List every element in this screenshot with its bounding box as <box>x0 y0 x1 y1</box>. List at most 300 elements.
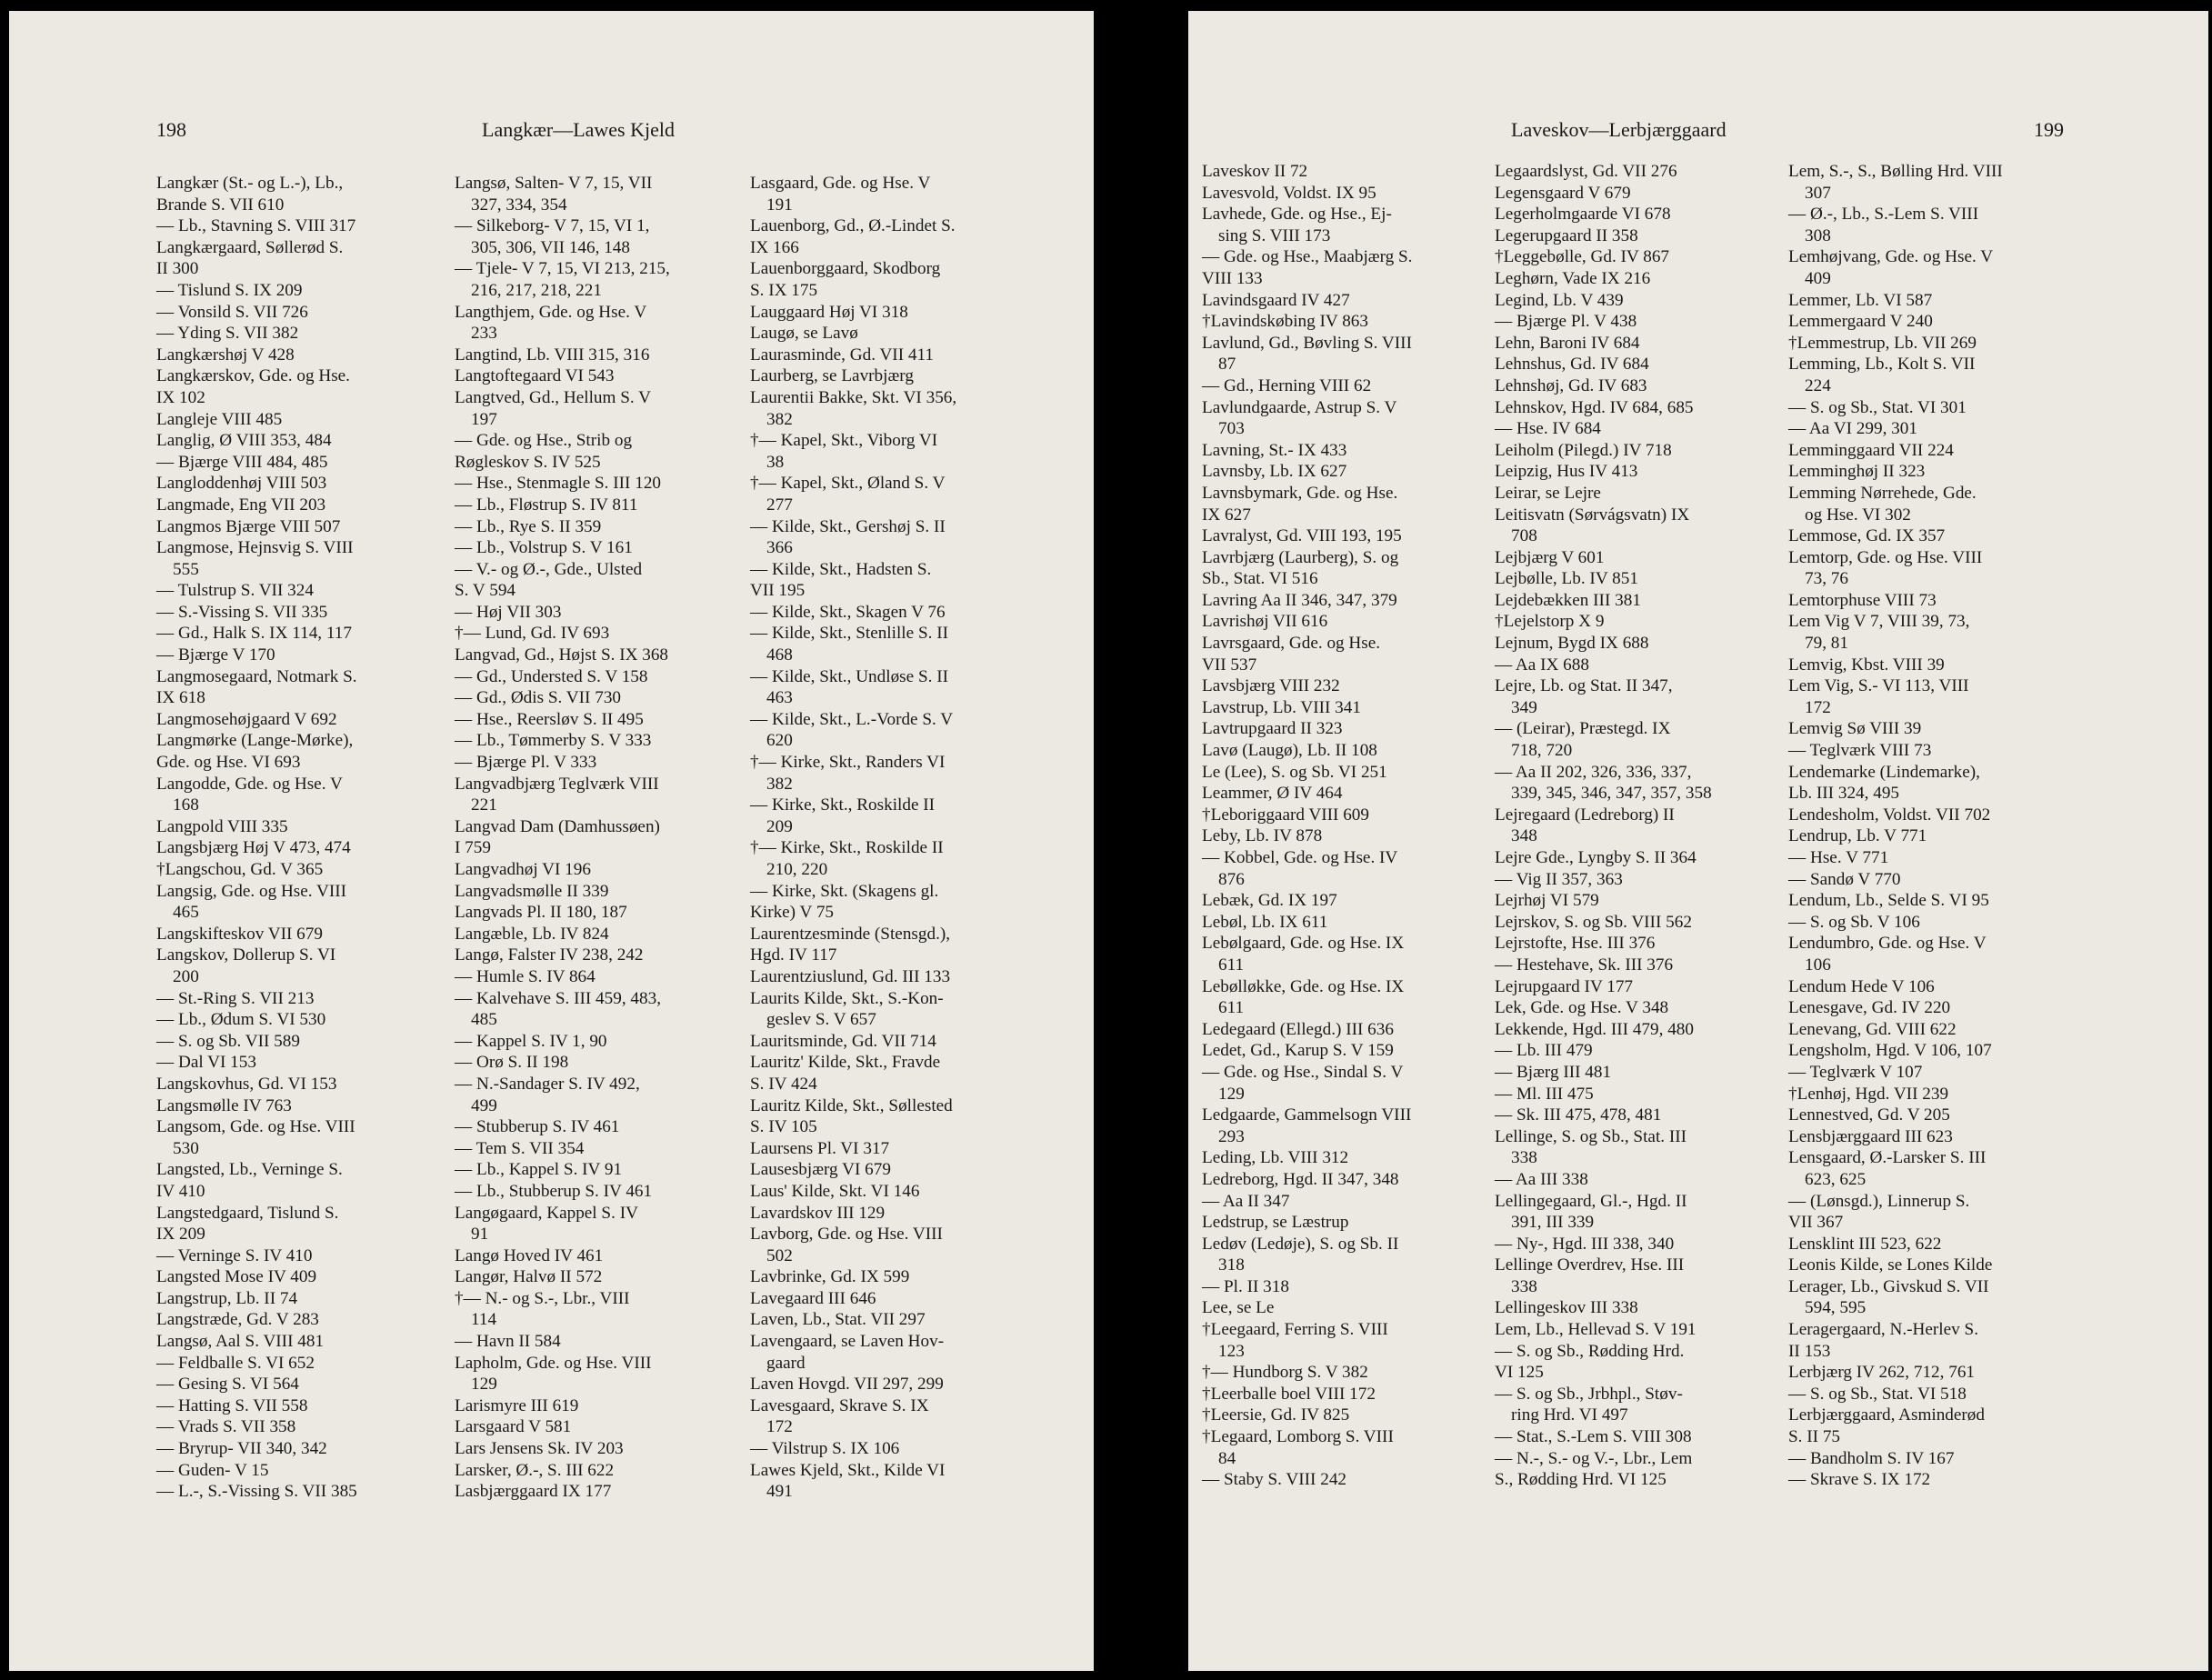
index-entry: Lendum Hede V 106 <box>1788 976 1935 996</box>
index-entry: Langsted, Lb., Verninge S. <box>156 1160 343 1180</box>
index-entry: — Kobbel, Gde. og Hse. IV <box>1202 848 1398 867</box>
index-entry: 876 <box>1218 869 1245 889</box>
index-entry: — Hestehave, Sk. III 376 <box>1495 955 1674 975</box>
index-entry: Lavesvold, Voldst. IX 95 <box>1202 183 1376 203</box>
index-entry: 84 <box>1218 1448 1236 1468</box>
index-entry: — Vonsild S. VII 726 <box>156 302 308 322</box>
index-entry: Langkærgaard, Søllerød S. <box>156 237 344 257</box>
index-entry: — Tjele- V 7, 15, VI 213, 215, <box>455 259 670 279</box>
index-entry: 168 <box>173 795 199 815</box>
left-page <box>9 11 1039 1671</box>
index-entry: — Guden- V 15 <box>156 1460 269 1480</box>
index-column-2 <box>1495 161 1786 1491</box>
index-entry: — Stat., S.-Lem S. VIII 308 <box>1495 1427 1692 1447</box>
index-entry: Lebølgaard, Gde. og Hse. IX <box>1202 934 1405 954</box>
index-entry: 339, 345, 346, 347, 357, 358 <box>1511 784 1712 804</box>
index-entry: Lavbrinke, Gd. IX 599 <box>750 1267 910 1287</box>
index-entry: Lars Jensens Sk. IV 203 <box>455 1439 624 1459</box>
index-entry: Lem Vig V 7, VIII 39, 73, <box>1788 612 1970 632</box>
index-entry: — St.-Ring S. VII 213 <box>156 988 315 1008</box>
index-entry: VII 537 <box>1202 655 1257 675</box>
index-entry: Lavborg, Gde. og Hse. VIII <box>750 1225 943 1245</box>
index-entry: S. IX 175 <box>750 280 818 300</box>
index-entry: 708 <box>1511 526 1537 546</box>
index-entry: Lengsholm, Hgd. V 106, 107 <box>1788 1041 1992 1061</box>
index-entry: — Lb., Volstrup S. V 161 <box>455 538 633 558</box>
index-entry: 221 <box>471 795 497 815</box>
index-entry: 216, 217, 218, 221 <box>471 280 602 300</box>
index-entry: — Sk. III 475, 478, 481 <box>1495 1105 1662 1125</box>
index-entry: †Lavindskøbing IV 863 <box>1202 312 1368 332</box>
index-entry: Langvadsmølle II 339 <box>455 881 609 901</box>
index-entry: †— Kapel, Skt., Viborg VI <box>750 431 938 451</box>
index-entry: Lemminghøj II 323 <box>1788 462 1926 482</box>
index-entry: — Gd., Ødis S. VII 730 <box>455 688 622 708</box>
index-entry: Lemvig, Kbst. VIII 39 <box>1788 655 1945 675</box>
index-entry: 611 <box>1218 998 1245 1018</box>
index-entry: Leiholm (Pilegd.) IV 718 <box>1495 440 1672 460</box>
index-entry: Laus' Kilde, Skt. VI 146 <box>750 1181 920 1201</box>
index-entry: Lavengaard, se Laven Hov- <box>750 1332 945 1352</box>
index-entry: 91 <box>471 1225 489 1245</box>
index-entry: Laveskov II 72 <box>1202 162 1308 181</box>
index-entry: — Aa II 202, 326, 336, 337, <box>1495 762 1692 782</box>
index-entry: — Orø S. II 198 <box>455 1053 569 1073</box>
index-entry: — Humle S. IV 864 <box>455 966 596 986</box>
index-entry: — N.-, S.- og V.-, Lbr., Lem <box>1495 1448 1693 1468</box>
index-entry: Laurentzesminde (Stensgd.), <box>750 924 951 944</box>
index-entry: Lellingegaard, Gl.-, Hgd. II <box>1495 1191 1687 1211</box>
index-entry: — Pl. II 318 <box>1202 1276 1289 1296</box>
right-page <box>1188 11 2208 1671</box>
index-entry: †— Kirke, Skt., Randers VI <box>750 753 946 773</box>
index-entry: Lenevang, Gd. VIII 622 <box>1788 1019 1957 1039</box>
index-entry: S. IV 105 <box>750 1117 817 1137</box>
index-entry: 318 <box>1218 1255 1245 1275</box>
index-entry: Laursens Pl. VI 317 <box>750 1138 890 1158</box>
index-entry: Lavsbjærg VIII 232 <box>1202 676 1340 696</box>
index-entry: Langø Hoved IV 461 <box>455 1245 604 1265</box>
index-entry: Gde. og Hse. VI 693 <box>156 753 301 773</box>
index-entry: Legaardslyst, Gd. VII 276 <box>1495 162 1677 181</box>
index-entry: — Vilstrup S. IX 106 <box>750 1439 900 1459</box>
index-entry: — (Lønsgd.), Linnerup S. <box>1788 1191 1970 1211</box>
index-entry: Lasgaard, Gde. og Hse. V <box>750 174 931 193</box>
index-entry: 623, 625 <box>1805 1169 1867 1189</box>
index-entry: — S. og Sb., Jrbhpl., Støv- <box>1495 1384 1683 1404</box>
index-entry: — Bjærg III 481 <box>1495 1062 1612 1082</box>
index-entry: Laurberg, se Lavrbjærg <box>750 366 914 386</box>
index-entry: — Bandholm S. IV 167 <box>1788 1448 1955 1468</box>
index-entry: — Gde. og Hse., Strib og <box>455 431 633 451</box>
index-entry: Lavrishøj VII 616 <box>1202 612 1328 632</box>
index-entry: — Aa VI 299, 301 <box>1788 419 1917 439</box>
index-entry: Lehn, Baroni IV 684 <box>1495 333 1640 353</box>
index-entry: II 300 <box>156 259 199 279</box>
index-entry: Lavnsby, Lb. IX 627 <box>1202 462 1347 482</box>
index-entry: — Hatting S. VII 558 <box>156 1395 308 1415</box>
index-entry: †— Kapel, Skt., Øland S. V <box>750 474 946 494</box>
index-entry: Lavrbjærg (Laurberg), S. og <box>1202 547 1399 567</box>
index-entry: Langstræde, Gd. V 283 <box>156 1310 319 1330</box>
index-entry: 209 <box>766 816 793 836</box>
index-entry: Laurasminde, Gd. VII 411 <box>750 345 934 365</box>
index-entry: Legensgaard V 679 <box>1495 183 1631 203</box>
index-entry: II 153 <box>1788 1341 1831 1361</box>
index-entry: Lendrup, Lb. V 771 <box>1788 826 1927 846</box>
index-entry: Laurits Kilde, Skt., S.-Kon- <box>750 988 944 1008</box>
index-entry: Lebølløkke, Gde. og Hse. IX <box>1202 976 1405 996</box>
index-entry: Lejrupgaard IV 177 <box>1495 976 1634 996</box>
index-entry: S. IV 424 <box>750 1074 817 1094</box>
index-entry: 87 <box>1218 355 1236 375</box>
index-entry: Langtind, Lb. VIII 315, 316 <box>455 345 650 365</box>
index-entry: Lauritz Kilde, Skt., Søllested <box>750 1095 953 1115</box>
index-entry: 114 <box>471 1310 497 1330</box>
index-entry: Langmose, Hejnsvig S. VIII <box>156 538 354 558</box>
index-entry: Lemvig Sø VIII 39 <box>1788 719 1922 739</box>
index-entry: — Bjærge VIII 484, 485 <box>156 452 328 472</box>
index-entry: Lendumbro, Gde. og Hse. V <box>1788 934 1987 954</box>
index-entry: 191 <box>766 195 793 215</box>
index-entry: Lemhøjvang, Gde. og Hse. V <box>1788 247 1994 267</box>
index-entry: †Leerballe boel VIII 172 <box>1202 1384 1376 1404</box>
index-entry: Lennestved, Gd. V 205 <box>1788 1105 1950 1125</box>
index-entry: Langkærskov, Gde. og Hse. <box>156 366 350 386</box>
index-entry: S. V 594 <box>455 581 516 601</box>
index-entry: 499 <box>471 1095 497 1115</box>
index-entry: 463 <box>766 688 793 708</box>
index-entry: 703 <box>1218 419 1245 439</box>
index-entry: Laurentii Bakke, Skt. VI 356, <box>750 387 957 407</box>
page-number: 199 <box>2034 118 2064 141</box>
index-entry: 338 <box>1511 1148 1537 1168</box>
index-entry: Lavardskov III 129 <box>750 1203 886 1223</box>
index-entry: — Lb., Stubberup S. IV 461 <box>455 1181 653 1201</box>
index-entry: 277 <box>766 495 793 515</box>
index-entry: Larsker, Ø.-, S. III 622 <box>455 1460 615 1480</box>
index-entry: — Kilde, Skt., Skagen V 76 <box>750 602 946 622</box>
index-entry: Lemmose, Gd. IX 357 <box>1788 526 1946 546</box>
index-entry: Lejdebækken III 381 <box>1495 590 1641 610</box>
index-entry: 366 <box>766 538 793 558</box>
index-entry: 382 <box>766 774 793 794</box>
index-column-2 <box>455 173 746 1503</box>
index-entry: Ledgaarde, Gammelsogn VIII <box>1202 1105 1412 1125</box>
index-entry: VII 195 <box>750 581 806 601</box>
index-entry: — Ø.-, Lb., S.-Lem S. VIII <box>1788 205 1979 225</box>
index-entry: 382 <box>766 409 793 429</box>
index-entry: Leitisvatn (Sørvágsvatn) IX <box>1495 505 1690 525</box>
index-entry: 293 <box>1218 1126 1245 1146</box>
index-entry: 465 <box>173 903 199 923</box>
index-entry: Lekkende, Hgd. III 479, 480 <box>1495 1019 1694 1039</box>
index-entry: Langvad Dam (Damhussøen) <box>455 816 660 836</box>
index-entry: Lellingeskov III 338 <box>1495 1298 1638 1318</box>
index-entry: Røgleskov S. IV 525 <box>455 452 601 472</box>
index-entry: Lerbjærggaard, Asminderød <box>1788 1405 1985 1425</box>
index-entry: †Leggebølle, Gd. IV 867 <box>1495 247 1670 267</box>
index-entry: — S. og Sb. VII 589 <box>156 1031 300 1051</box>
index-entry: — S. og Sb., Rødding Hrd. <box>1495 1341 1685 1361</box>
index-entry: S. II 75 <box>1788 1427 1841 1447</box>
index-entry: Lejnum, Bygd IX 688 <box>1495 634 1649 654</box>
index-entry: — V.- og Ø.-, Gde., Ulsted <box>455 559 643 579</box>
index-entry: Lensklint III 523, 622 <box>1788 1234 1942 1254</box>
index-entry: Laven Hovgd. VII 297, 299 <box>750 1375 944 1395</box>
index-entry: — Hse., Stenmagle S. III 120 <box>455 474 662 494</box>
index-entry: Lapholm, Gde. og Hse. VIII <box>455 1353 652 1373</box>
index-entry: IX 618 <box>156 688 205 708</box>
index-entry: Lavindsgaard IV 427 <box>1202 290 1350 310</box>
index-entry: Lavralyst, Gd. VIII 193, 195 <box>1202 526 1402 546</box>
index-entry: Langsø, Aal S. VIII 481 <box>156 1332 325 1352</box>
index-entry: — Vrads S. VII 358 <box>156 1417 296 1437</box>
index-entry: — Hse. V 771 <box>1788 848 1889 867</box>
index-entry: — S. og Sb., Stat. VI 518 <box>1788 1384 1967 1404</box>
index-entry: †— Kirke, Skt., Roskilde II <box>750 838 944 858</box>
index-entry: 348 <box>1511 826 1537 846</box>
index-entry: — Staby S. VIII 242 <box>1202 1470 1347 1490</box>
index-entry: Lendemarke (Lindemarke), <box>1788 762 1980 782</box>
index-entry: Langtoftegaard VI 543 <box>455 366 615 386</box>
index-entry: — Bjærge V 170 <box>156 645 275 665</box>
index-entry: 485 <box>471 1010 497 1030</box>
index-entry: — Kirke, Skt. (Skagens gl. <box>750 881 939 901</box>
index-entry: 106 <box>1805 955 1831 975</box>
index-entry: 611 <box>1218 955 1245 975</box>
index-entry: — Teglværk VIII 73 <box>1788 741 1932 761</box>
index-entry: Leragergaard, N.-Herlev S. <box>1788 1320 1979 1340</box>
index-entry: Lauggaard Høj VI 318 <box>750 302 908 322</box>
index-entry: Leby, Lb. IV 878 <box>1202 826 1323 846</box>
index-entry: Lejrstofte, Hse. III 376 <box>1495 934 1656 954</box>
index-entry: 338 <box>1511 1276 1537 1296</box>
index-entry: — Lb. III 479 <box>1495 1041 1593 1061</box>
index-entry: Leghørn, Vade IX 216 <box>1495 268 1651 288</box>
index-entry: — Kappel S. IV 1, 90 <box>455 1031 607 1051</box>
index-entry: Lek, Gde. og Hse. V 348 <box>1495 998 1669 1018</box>
index-entry: Lawes Kjeld, Skt., Kilde VI <box>750 1460 946 1480</box>
index-entry: Lavlund, Gd., Bøvling S. VIII <box>1202 333 1412 353</box>
index-entry: Langsø, Salten- V 7, 15, VII <box>455 174 653 193</box>
index-entry: Langø, Falster IV 238, 242 <box>455 945 644 965</box>
index-entry: Lausesbjærg VI 679 <box>750 1160 891 1180</box>
index-entry: Langmade, Eng VII 203 <box>156 495 326 515</box>
running-head: Laveskov—Lerbjærggaard <box>1511 118 1727 141</box>
index-entry: Langvadhøj VI 196 <box>455 860 591 879</box>
index-entry: — Vig II 357, 363 <box>1495 869 1623 889</box>
index-entry: Lejbølle, Lb. IV 851 <box>1495 569 1638 589</box>
index-entry: Langmosegaard, Notmark S. <box>156 666 357 686</box>
index-entry: — Feldballe S. VI 652 <box>156 1353 315 1373</box>
index-entry: Lem, S.-, S., Bølling Hrd. VIII <box>1788 162 2003 181</box>
index-entry: 200 <box>173 966 199 986</box>
index-entry: 210, 220 <box>766 860 828 879</box>
index-entry: — Lb., Stavning S. VIII 317 <box>156 216 356 236</box>
index-entry: 308 <box>1805 225 1831 245</box>
index-entry: Langsmølle IV 763 <box>156 1095 292 1115</box>
index-entry: — Hse. IV 684 <box>1495 419 1601 439</box>
index-entry: †Lenhøj, Hgd. VII 239 <box>1788 1084 1949 1104</box>
index-entry: Ledøv (Ledøje), S. og Sb. II <box>1202 1234 1399 1254</box>
index-entry: 718, 720 <box>1511 741 1573 761</box>
index-entry: geslev S. V 657 <box>766 1010 876 1030</box>
index-entry: Legerupgaard II 358 <box>1495 225 1638 245</box>
index-entry: Langæble, Lb. IV 824 <box>455 924 609 944</box>
index-entry: — Kalvehave S. III 459, 483, <box>455 988 661 1008</box>
index-entry: 305, 306, VII 146, 148 <box>471 237 630 257</box>
index-entry: — Aa II 347 <box>1202 1191 1290 1211</box>
page-number: 198 <box>156 118 186 141</box>
index-entry: Kirke) V 75 <box>750 903 835 923</box>
index-entry: Langsbjærg Høj V 473, 474 <box>156 838 351 858</box>
index-entry: Langpold VIII 335 <box>156 816 288 836</box>
index-entry: Langtved, Gd., Hellum S. V <box>455 387 652 407</box>
index-entry: VI 125 <box>1495 1363 1544 1383</box>
index-entry: IX 627 <box>1202 505 1251 525</box>
index-entry: — Gd., Understed S. V 158 <box>455 666 648 686</box>
index-entry: Laurentziuslund, Gd. III 133 <box>750 966 951 986</box>
index-entry: 409 <box>1805 268 1831 288</box>
index-entry: Langkærshøj V 428 <box>156 345 295 365</box>
index-entry: — Kilde, Skt., Undløse S. II <box>750 666 948 686</box>
index-entry: — Kirke, Skt., Roskilde II <box>750 795 936 815</box>
index-entry: Langskovhus, Gd. VI 153 <box>156 1074 337 1094</box>
index-entry: 224 <box>1805 375 1831 395</box>
index-entry: — Havn II 584 <box>455 1332 561 1352</box>
index-entry: — Stubberup S. IV 461 <box>455 1117 620 1137</box>
index-entry: Lejre, Lb. og Stat. II 347, <box>1495 676 1673 696</box>
index-entry: Lenesgave, Gd. IV 220 <box>1788 998 1951 1018</box>
index-entry: sing S. VIII 173 <box>1218 225 1331 245</box>
index-entry: 530 <box>173 1138 199 1158</box>
index-entry: Leirar, se Lejre <box>1495 483 1601 503</box>
index-column-1 <box>156 173 447 1503</box>
index-entry: Brande S. VII 610 <box>156 195 285 215</box>
index-entry: Langmos Bjærge VIII 507 <box>156 516 341 536</box>
index-entry: — Silkeborg- V 7, 15, VI 1, <box>455 216 650 236</box>
index-entry: — S. og Sb., Stat. VI 301 <box>1788 397 1967 417</box>
index-entry: ring Hrd. VI 497 <box>1511 1405 1628 1425</box>
index-entry: †Leboriggaard VIII 609 <box>1202 805 1369 825</box>
index-entry: Lasbjærggaard IX 177 <box>455 1482 612 1502</box>
index-entry: — N.-Sandager S. IV 492, <box>455 1074 640 1094</box>
index-entry: Langsig, Gde. og Hse. VIII <box>156 881 347 901</box>
index-entry: Legerholmgaarde VI 678 <box>1495 205 1671 225</box>
index-entry: 73, 76 <box>1805 569 1848 589</box>
index-entry: Lavstrup, Lb. VIII 341 <box>1202 697 1361 717</box>
index-entry: Ledegaard (Ellegd.) III 636 <box>1202 1019 1394 1039</box>
index-entry: 172 <box>766 1417 793 1437</box>
index-entry: Lavning, St.- IX 433 <box>1202 440 1347 460</box>
index-entry: — Aa IX 688 <box>1495 655 1589 675</box>
index-entry: — Yding S. VII 382 <box>156 324 299 344</box>
index-entry: — S. og Sb. V 106 <box>1788 912 1920 932</box>
index-entry: Lem, Lb., Hellevad S. V 191 <box>1495 1320 1697 1340</box>
index-entry: †— N.- og S.-, Lbr., VIII <box>455 1288 630 1308</box>
index-entry: Lavnsbymark, Gde. og Hse. <box>1202 483 1398 503</box>
index-entry: 349 <box>1511 697 1537 717</box>
index-column-1 <box>1202 161 1493 1491</box>
index-entry: Langlig, Ø VIII 353, 484 <box>156 431 332 451</box>
index-entry: Langleje VIII 485 <box>156 409 283 429</box>
index-entry: †Leersie, Gd. IV 825 <box>1202 1405 1350 1425</box>
index-entry: Lensbjærggaard III 623 <box>1788 1126 1953 1146</box>
index-entry: Larismyre III 619 <box>455 1395 579 1415</box>
index-entry: Lavtrupgaard II 323 <box>1202 719 1343 739</box>
index-entry: Leammer, Ø IV 464 <box>1202 784 1343 804</box>
index-entry: Ledet, Gd., Karup S. V 159 <box>1202 1041 1394 1061</box>
index-entry: — Dal VI 153 <box>156 1053 256 1073</box>
index-entry: Hgd. IV 117 <box>750 945 837 965</box>
index-entry: 123 <box>1218 1341 1245 1361</box>
index-entry: — Bjærge Pl. V 333 <box>455 753 597 773</box>
index-entry: Langvad, Gd., Højst S. IX 368 <box>455 645 669 665</box>
index-entry: VII 367 <box>1788 1213 1844 1233</box>
index-entry: — Gde. og Hse., Sindal S. V <box>1202 1062 1404 1082</box>
index-entry: Lejrskov, S. og Sb. VIII 562 <box>1495 912 1692 932</box>
index-entry: Lejrhøj VI 579 <box>1495 891 1599 911</box>
index-entry: Legind, Lb. V 439 <box>1495 290 1624 310</box>
index-entry: — S.-Vissing S. VII 335 <box>156 602 328 622</box>
index-entry: Larsgaard V 581 <box>455 1417 572 1437</box>
index-entry: — Kilde, Skt., Gershøj S. II <box>750 516 946 536</box>
index-entry: — Lb., Ødum S. VI 530 <box>156 1010 326 1030</box>
index-entry: †Lemmestrup, Lb. VII 269 <box>1788 333 1977 353</box>
index-entry: 38 <box>766 452 785 472</box>
index-entry: Lerbjærg IV 262, 712, 761 <box>1788 1363 1976 1383</box>
index-entry: — Tulstrup S. VII 324 <box>156 581 314 601</box>
index-entry: — Aa III 338 <box>1495 1169 1588 1189</box>
index-entry: IX 209 <box>156 1225 205 1245</box>
index-entry: Lellinge, S. og Sb., Stat. III <box>1495 1126 1687 1146</box>
index-entry: Lb. III 324, 495 <box>1788 784 1900 804</box>
index-entry: Lejbjærg V 601 <box>1495 547 1605 567</box>
index-entry: Lemtorp, Gde. og Hse. VIII <box>1788 547 1983 567</box>
index-entry: Le (Lee), S. og Sb. VI 251 <box>1202 762 1387 782</box>
index-entry: Lensgaard, Ø.-Larsker S. III <box>1788 1148 1987 1168</box>
index-entry: Langmørke (Lange-Mørke), <box>156 731 354 751</box>
index-column-3 <box>750 173 1039 1503</box>
index-entry: Lendesholm, Voldst. VII 702 <box>1788 805 1991 825</box>
index-entry: — Gd., Halk S. IX 114, 117 <box>156 624 352 644</box>
index-entry: — Ml. III 475 <box>1495 1084 1594 1104</box>
index-entry: 327, 334, 354 <box>471 195 567 215</box>
index-entry: Langthjem, Gde. og Hse. V <box>455 302 647 322</box>
index-entry: — Bryrup- VII 340, 342 <box>156 1439 327 1459</box>
index-entry: Langodde, Gde. og Hse. V <box>156 774 343 794</box>
running-head: Langkær—Lawes Kjeld <box>482 118 675 141</box>
page-gutter <box>1039 11 1094 1671</box>
index-entry: Lavrsgaard, Gde. og Hse. <box>1202 634 1381 654</box>
index-entry: — Kilde, Skt., L.-Vorde S. V <box>750 709 954 729</box>
index-entry: 502 <box>766 1245 793 1265</box>
index-entry: Lavesgaard, Skrave S. IX <box>750 1395 929 1415</box>
index-entry: Ledreborg, Hgd. II 347, 348 <box>1202 1169 1399 1189</box>
index-entry: Lellinge Overdrev, Hse. III <box>1495 1255 1685 1275</box>
index-entry: Lemming Nørrehede, Gde. <box>1788 483 1977 503</box>
index-entry: 555 <box>173 559 199 579</box>
index-entry: 233 <box>471 324 497 344</box>
index-entry: †Langschou, Gd. V 365 <box>156 860 324 879</box>
index-entry: Lee, se Le <box>1202 1298 1275 1318</box>
index-entry: †Legaard, Lomborg S. VIII <box>1202 1427 1394 1447</box>
index-entry: — (Leirar), Præstegd. IX <box>1495 719 1671 739</box>
index-entry: Lebøl, Lb. IX 611 <box>1202 912 1328 932</box>
index-entry: Langskov, Dollerup S. VI <box>156 945 336 965</box>
index-entry: I 759 <box>455 838 491 858</box>
